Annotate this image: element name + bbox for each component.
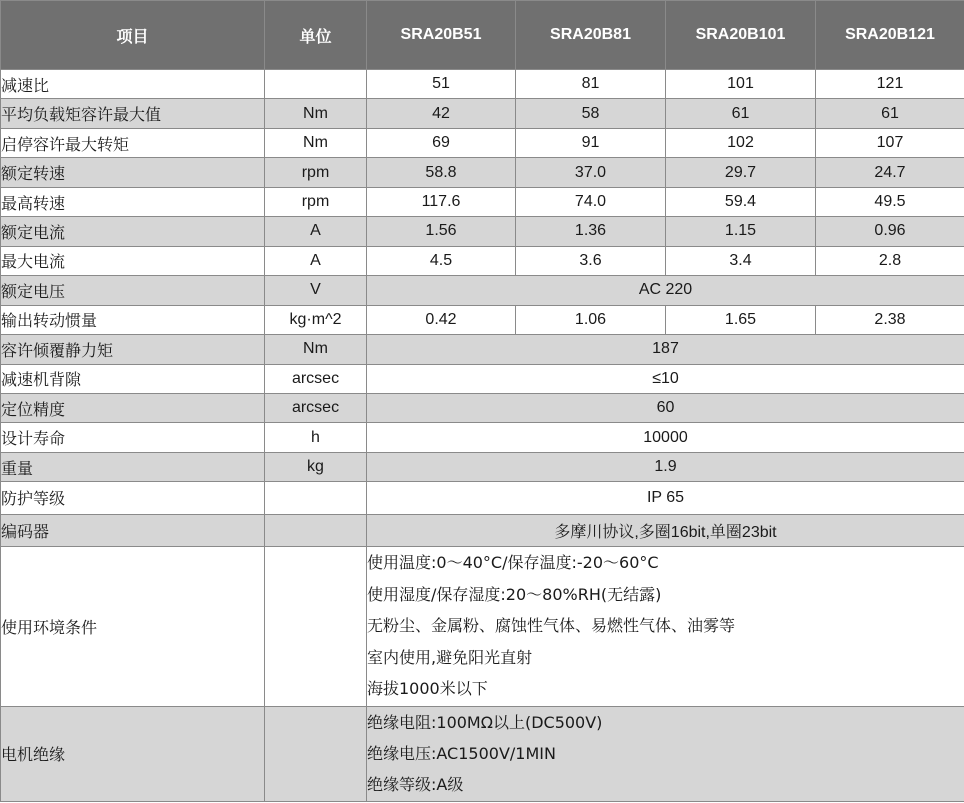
table-row	[1, 99, 964, 128]
row-unit: rpm	[265, 158, 367, 187]
header-unit: 单位	[265, 1, 367, 70]
header-model: SRA20B121	[816, 1, 964, 70]
row-unit	[265, 706, 367, 801]
condition-line: 使用温度:0～40°C/保存温度:-20～60°C	[367, 553, 659, 573]
row-unit: Nm	[265, 128, 367, 157]
row-label: 额定转速	[1, 158, 265, 187]
condition-line: 使用湿度/保存湿度:20～80%RH(无结露)	[367, 584, 662, 604]
row-label: 最大电流	[1, 246, 265, 275]
row-label: 电机绝缘	[1, 706, 265, 801]
row-label: 额定电流	[1, 217, 265, 246]
row-value: 61	[816, 99, 964, 128]
row-value-merged: 60	[367, 393, 964, 422]
row-label: 定位精度	[1, 393, 265, 422]
row-unit	[265, 482, 367, 514]
row-value: 37.0	[516, 158, 666, 187]
row-value: 102	[666, 128, 816, 157]
header-model: SRA20B101	[666, 1, 816, 70]
row-unit: kg	[265, 452, 367, 481]
row-label: 最高转速	[1, 187, 265, 216]
row-unit: A	[265, 217, 367, 246]
row-value: 24.7	[816, 158, 964, 187]
table-row	[1, 276, 964, 305]
row-unit: A	[265, 246, 367, 275]
row-value-merged: IP 65	[367, 482, 964, 514]
row-value: 29.7	[666, 158, 816, 187]
row-value: 58.8	[367, 158, 516, 187]
row-value: 58	[516, 99, 666, 128]
table-row	[1, 546, 964, 706]
table-row	[1, 364, 964, 393]
header-row	[1, 1, 964, 70]
insulation-line: 绝缘电阻:100MΩ以上(DC500V)	[367, 712, 603, 732]
row-value: 61	[666, 99, 816, 128]
header-model: SRA20B51	[367, 1, 516, 70]
row-value-merged: 多摩川协议,多圈16bit,单圈23bit	[367, 514, 964, 546]
row-label: 重量	[1, 452, 265, 481]
row-value: 0.96	[816, 217, 964, 246]
row-label: 减速比	[1, 70, 265, 99]
table-row	[1, 706, 964, 801]
condition-line: 无粉尘、金属粉、腐蚀性气体、易燃性气体、油雾等	[367, 616, 736, 636]
insulation-line: 绝缘等级:A级	[367, 775, 464, 795]
table-row	[1, 393, 964, 422]
row-value: 107	[816, 128, 964, 157]
row-value-merged: 187	[367, 335, 964, 364]
row-value: 101	[666, 70, 816, 99]
row-value: 91	[516, 128, 666, 157]
table-row	[1, 158, 964, 187]
row-value: 81	[516, 70, 666, 99]
table-row	[1, 482, 964, 514]
row-value: 49.5	[816, 187, 964, 216]
table-row	[1, 187, 964, 216]
row-label: 启停容许最大转矩	[1, 128, 265, 157]
table-row	[1, 452, 964, 481]
row-label: 输出转动惯量	[1, 305, 265, 334]
insulation-line: 绝缘电压:AC1500V/1MIN	[367, 744, 556, 764]
row-unit: Nm	[265, 99, 367, 128]
row-value: 1.65	[666, 305, 816, 334]
row-unit: rpm	[265, 187, 367, 216]
row-value: 117.6	[367, 187, 516, 216]
table-row	[1, 335, 964, 364]
row-value: 121	[816, 70, 964, 99]
row-value: 1.56	[367, 217, 516, 246]
row-unit: Nm	[265, 335, 367, 364]
row-value: 2.38	[816, 305, 964, 334]
row-value: 42	[367, 99, 516, 128]
insulation-specs	[367, 706, 964, 801]
row-value: 69	[367, 128, 516, 157]
table-row	[1, 423, 964, 452]
row-value: 0.42	[367, 305, 516, 334]
table-row	[1, 514, 964, 546]
row-value: 2.8	[816, 246, 964, 275]
header-item: 项目	[1, 1, 265, 70]
row-label: 编码器	[1, 514, 265, 546]
row-value-merged: ≤10	[367, 364, 964, 393]
row-value-merged: 1.9	[367, 452, 964, 481]
row-value: 3.4	[666, 246, 816, 275]
row-value: 51	[367, 70, 516, 99]
row-label: 减速机背隙	[1, 364, 265, 393]
environment-conditions	[367, 546, 964, 706]
table-row	[1, 246, 964, 275]
row-value: 1.06	[516, 305, 666, 334]
row-label: 设计寿命	[1, 423, 265, 452]
row-unit: arcsec	[265, 393, 367, 422]
row-label: 防护等级	[1, 482, 265, 514]
row-label: 平均负载矩容许最大值	[1, 99, 265, 128]
row-value-merged: 10000	[367, 423, 964, 452]
table-row	[1, 305, 964, 334]
condition-line: 海拔1000米以下	[367, 679, 488, 699]
row-value: 59.4	[666, 187, 816, 216]
row-value: 4.5	[367, 246, 516, 275]
header-model: SRA20B81	[516, 1, 666, 70]
row-label: 使用环境条件	[1, 546, 265, 706]
condition-line: 室内使用,避免阳光直射	[367, 647, 533, 667]
table-row	[1, 70, 964, 99]
row-unit: V	[265, 276, 367, 305]
row-value: 3.6	[516, 246, 666, 275]
row-value-merged: AC 220	[367, 276, 964, 305]
row-unit	[265, 514, 367, 546]
row-value: 1.36	[516, 217, 666, 246]
table-row	[1, 217, 964, 246]
row-unit: kg·m^2	[265, 305, 367, 334]
row-unit: arcsec	[265, 364, 367, 393]
row-label: 额定电压	[1, 276, 265, 305]
table-row	[1, 128, 964, 157]
row-value: 74.0	[516, 187, 666, 216]
row-value: 1.15	[666, 217, 816, 246]
row-unit: h	[265, 423, 367, 452]
row-label: 容许倾覆静力矩	[1, 335, 265, 364]
row-unit	[265, 70, 367, 99]
row-unit	[265, 546, 367, 706]
